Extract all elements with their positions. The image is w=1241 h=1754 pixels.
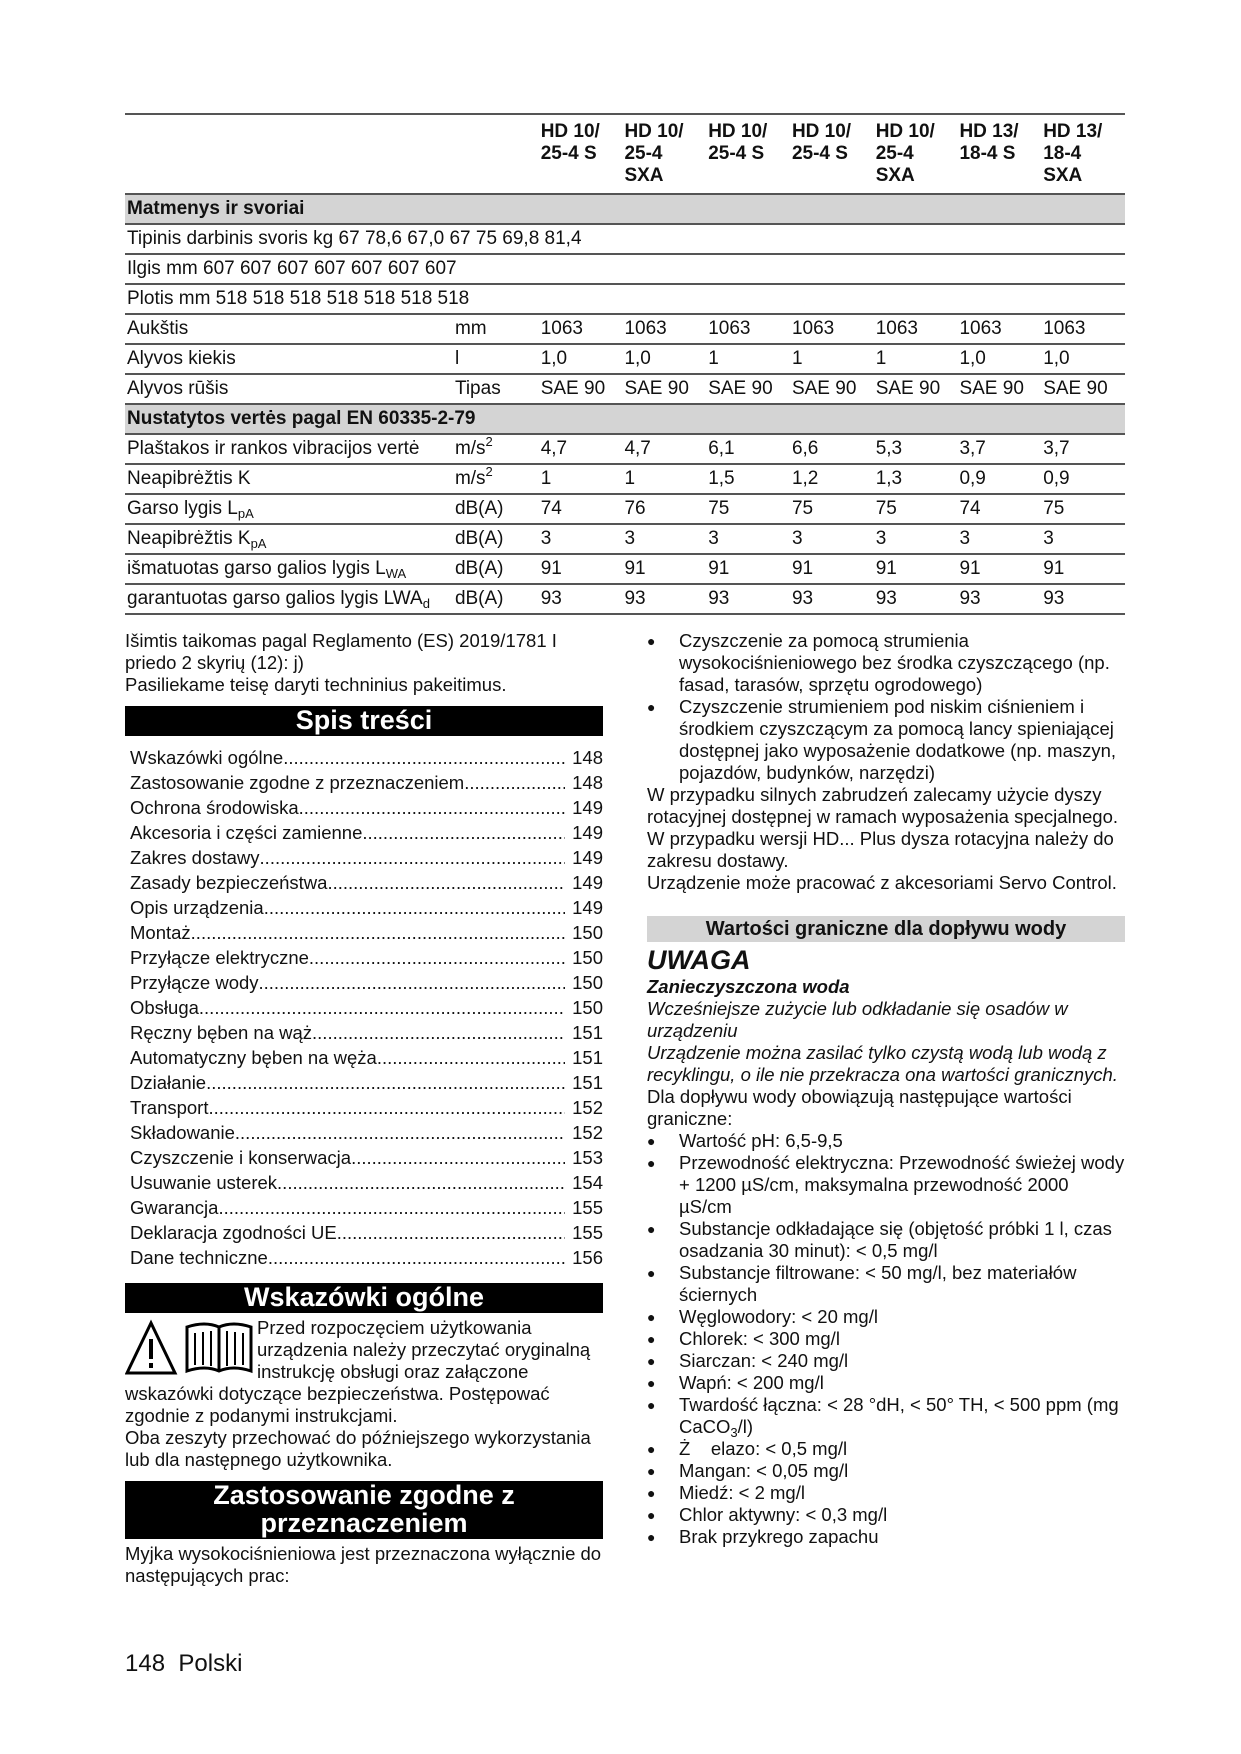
toc-entry-page: 149 [572,872,603,893]
table-cell: 93 [622,584,706,614]
toc-leader [283,745,565,770]
table-cell: 1 [622,464,706,494]
table-cell: 1,2 [790,464,874,494]
toc-entry-page: 148 [572,747,603,768]
toc-entry[interactable] [130,845,603,870]
toc-entry-label: Czyszczenie i konserwacja [130,1147,352,1168]
table-cell: SAE 90 [790,374,874,404]
table-cell: 93 [706,584,790,614]
list-item: ● Substancje odkładające się (objętość próbki 1 l, czas osadzania 30 minut): < 0,5 mg/l [647,1218,1125,1262]
toc-entry-label: Obsługa [130,997,199,1018]
table-cell: 3 [790,524,874,554]
toc-entry-page: 151 [572,1022,603,1043]
table-cell: 91 [957,554,1041,584]
toc-entry-page: 151 [572,1072,603,1093]
warning-text: Wcześniejsze zużycie lub odkładanie się osadów w urządzeniu [647,998,1068,1041]
table-cell: 91 [539,554,623,584]
list-item: ● Chlor aktywny: < 0,3 mg/l [647,1504,1125,1526]
toc-entry-label: Deklaracja zgodności UE [130,1222,337,1243]
table-cell: 1063 [874,314,958,344]
warning-heading: Zanieczyszczona woda [647,976,850,997]
toc-entry-label: Ręczny bęben na wąż [130,1022,313,1043]
limits-intro: Dla dopływu wody obowiązują następujące wartości graniczne: [647,1086,1072,1129]
table-cell: 3 [957,524,1041,554]
toc-leader [218,1195,565,1220]
toc-entry[interactable] [130,1195,603,1220]
toc-leader [351,1145,565,1170]
table-row: Garso lygis $L_{pA}$ dB(A) 74 76 75 75 75 74 75 [125,494,1125,524]
table-row: Neapibrėžtis K $m/s^2$ 1 1 1,5 1,2 1,3 0,9 0,9 [125,464,1125,494]
toc-entry-label: Składowanie [130,1122,235,1143]
table-cell: SAE 90 [539,374,623,404]
table-cell: 1063 [1041,314,1125,344]
toc-entry[interactable] [130,820,603,845]
table-cell: 75 [790,494,874,524]
toc-leader [191,920,565,945]
intended-use-text: Myjka wysokociśnieniowa jest przeznaczona wyłącznie do następujących prac: [125,1543,602,1586]
table-cell: 3 [1041,524,1125,554]
toc-entry-page: 150 [572,997,603,1018]
toc-entry[interactable] [130,770,603,795]
table-cell: 1063 [539,314,623,344]
table-cell: SAE 90 [1041,374,1125,404]
toc-leader [199,995,565,1020]
page-footer: 148 Polski [125,1650,243,1677]
toc-entry-label: Wskazówki ogólne [130,747,284,768]
general-block [125,1317,603,1471]
toc-leader [260,845,565,870]
limits-title: Wartości graniczne dla dopływu wody [647,916,1125,942]
exception-note: Išimtis taikomas pagal Reglamento (ES) 2019/1781 I priedo 2 skyrių (12): j) [125,630,557,673]
table-cell: 75 [1041,494,1125,524]
table-cell: 93 [790,584,874,614]
table-cell: 0,9 [957,464,1041,494]
list-item: ● Czyszczenie strumieniem pod niskim ciśnieniem i środkiem czyszczącym za pomocą lancy spieniającej dostępnej jako wyposażenie dodatkowe (np. maszyn, pojazdów, budynków, narzędzi) [647,696,1125,784]
table-cell: 1 [539,464,623,494]
warning-book-icons [125,1317,257,1383]
table-cell: 1063 [790,314,874,344]
model-header: HD 13/ 18-4 SXA [1041,114,1125,194]
list-item: ● Czyszczenie za pomocą strumienia wysokociśnieniowego bez środka czyszczącego (np. fasad, tarasów, sprzętu ogrodowego) [647,630,1125,696]
list-item: ● Miedź: < 2 mg/l [647,1482,1125,1504]
toc-entry[interactable] [130,1070,603,1095]
toc-entry-page: 152 [572,1097,603,1118]
table-cell: 3 [706,524,790,554]
warning-text: Urządzenie można zasilać tylko czystą wodą lub wodą z recyklingu, o ile nie przekracza ona wartości granicznych. [647,1042,1118,1085]
toc-entry-page: 150 [572,922,603,943]
list-item: ● Chlorek: < 300 mg/l [647,1328,1125,1350]
toc-entry-page: 149 [572,822,603,843]
toc-entry-label: Zakres dostawy [130,847,260,868]
table-cell: 1 [790,344,874,374]
list-item: ● Mangan: < 0,05 mg/l [647,1460,1125,1482]
table-row: išmatuotas garso galios lygis $L_{WA}$ dB(A) 91 91 91 91 91 91 91 [125,554,1125,584]
toc-entry[interactable] [130,745,603,770]
table-cell: 1063 [706,314,790,344]
table-header-row [125,114,1125,194]
toc-entry-label: Przyłącze wody [130,972,259,993]
table-cell: 75 [874,494,958,524]
model-header: HD 10/ 25-4 S [790,114,874,194]
paragraph: Urządzenie może pracować z akcesoriami Servo Control. [647,872,1117,893]
list-item: ● Siarczan: < 240 mg/l [647,1350,1125,1372]
table-row: garantuotas garso galios lygis $LWA_d$ dB(A) 93 93 93 93 93 93 93 [125,584,1125,614]
table-row: Tipinis darbinis svoris kg 67 78,6 67,0 67 75 69,8 81,4 [125,224,1125,254]
toc-entry[interactable] [130,1095,603,1120]
intended-use-title: Zastosowanie zgodne z przeznaczeniem [125,1481,603,1539]
table-cell: 1 [706,344,790,374]
list-item: ● Węglowodory: < 20 mg/l [647,1306,1125,1328]
table-cell: 91 [874,554,958,584]
table-cell: 1,0 [622,344,706,374]
table-cell: SAE 90 [622,374,706,404]
toc-entry-page: 148 [572,772,603,793]
table-cell: 5,3 [874,434,958,464]
list-item: ● Wartość pH: 6,5-9,5 [647,1130,1125,1152]
toc-entry-page: 150 [572,972,603,993]
rights-note: Pasiliekame teisę daryti techninius pakeitimus. [125,674,507,695]
table-cell: 93 [1041,584,1125,614]
table-row: Plaštakos ir rankos vibracijos vertė $m/s^2$ 4,7 4,7 6,1 6,6 5,3 3,7 3,7 [125,434,1125,464]
toc-entry[interactable] [130,945,603,970]
table-cell: 1,5 [706,464,790,494]
toc-entry-label: Zastosowanie zgodne z przeznaczeniem [130,772,465,793]
toc-entry-page: 155 [572,1222,603,1243]
paragraph: W przypadku wersji HD... Plus dysza rotacyjna należy do zakresu dostawy. [647,828,1114,871]
table-cell: 3 [539,524,623,554]
toc-entry[interactable] [130,895,603,920]
toc-entry[interactable] [130,870,603,895]
toc-entry-label: Przyłącze elektryczne [130,947,309,968]
list-item: ● Wapń: < 200 mg/l [647,1372,1125,1394]
toc-entry-page: 152 [572,1122,603,1143]
toc-entry-label: Opis urządzenia [130,897,264,918]
table-cell: 4,7 [539,434,623,464]
toc-entry-page: 149 [572,797,603,818]
toc-entry[interactable] [130,1170,603,1195]
table-cell: 91 [790,554,874,584]
model-header: HD 10/ 25-4 SXA [874,114,958,194]
toc-entry-label: Gwarancja [130,1197,219,1218]
toc-leader [277,1170,565,1195]
toc-entry-label: Zasady bezpieczeństwa [130,872,328,893]
toc-entry-label: Usuwanie usterek [130,1172,278,1193]
table-cell: 6,6 [790,434,874,464]
toc-entry[interactable] [130,1145,603,1170]
manual-book-icon [187,1324,251,1371]
model-header: HD 10/ 25-4 S [539,114,623,194]
table-cell: SAE 90 [957,374,1041,404]
table-row: Plotis mm 518 518 518 518 518 518 518 [125,284,1125,314]
table-cell: 74 [539,494,623,524]
toc-leader [206,1070,565,1095]
toc-entry-label: Automatyczny bęben na węża [130,1047,377,1068]
table-cell: 75 [706,494,790,524]
toc-leader [464,770,565,795]
toc-entry[interactable] [130,1020,603,1045]
toc-entry-label: Transport [130,1097,209,1118]
toc-leader [312,1020,565,1045]
toc-leader [235,1120,565,1145]
toc-entry[interactable] [130,970,603,995]
table-cell: 3,7 [1041,434,1125,464]
toc-leader [309,945,565,970]
toc-leader [208,1095,565,1120]
section-row: Matmenys ir svoriai [125,194,1125,224]
toc-entry-page: 154 [572,1172,603,1193]
toc-entry[interactable] [130,1245,603,1270]
table-cell: SAE 90 [706,374,790,404]
model-header: HD 10/ 25-4 SXA [622,114,706,194]
model-header: HD 13/ 18-4 S [957,114,1041,194]
table-cell: 91 [706,554,790,584]
table-cell: SAE 90 [874,374,958,404]
toc-entry-label: Dane techniczne [130,1247,268,1268]
toc-entry-page: 156 [572,1247,603,1268]
list-item: ● Ż elazo: < 0,5 mg/l [647,1438,1125,1460]
toc-list [125,745,603,1270]
table-cell: 1,0 [1041,344,1125,374]
toc-entry[interactable] [130,1120,603,1145]
toc-leader [362,820,565,845]
toc-leader [259,970,565,995]
right-column [647,630,1125,1548]
table-cell: 93 [957,584,1041,614]
table-row: Alyvos rūšis Tipas SAE 90 SAE 90 SAE 90 SAE 90 SAE 90 SAE 90 SAE 90 [125,374,1125,404]
toc-leader [327,870,565,895]
toc-leader [377,1045,565,1070]
list-item: ● Substancje filtrowane: < 50 mg/l, bez materiałów ściernych [647,1262,1125,1306]
table-cell: 74 [957,494,1041,524]
model-header: HD 10/ 25-4 S [706,114,790,194]
table-cell: 1 [874,344,958,374]
toc-entry-page: 150 [572,947,603,968]
table-cell: 1063 [957,314,1041,344]
toc-entry[interactable] [130,1220,603,1245]
table-cell: 93 [874,584,958,614]
table-cell: 1,3 [874,464,958,494]
general-title: Wskazówki ogólne [125,1283,603,1313]
table-cell: 3,7 [957,434,1041,464]
use-list [647,630,1125,784]
table-row: Alyvos kiekis l 1,0 1,0 1 1 1 1,0 1,0 [125,344,1125,374]
table-cell: 76 [622,494,706,524]
toc-entry-label: Działanie [130,1072,207,1093]
toc-entry-label: Akcesoria i części zamienne [130,822,363,843]
list-item: ● Twardość łączna: < 28 °dH, < 50° TH, < 500 ppm (mg CaCO$_3$/l) [647,1394,1125,1438]
toc-entry[interactable] [130,795,603,820]
table-row: Neapibrėžtis $K_{pA}$ dB(A) 3 3 3 3 3 3 3 [125,524,1125,554]
toc-entry-label: Montaż [130,922,191,943]
table-cell: 1063 [622,314,706,344]
table-cell: 1,0 [539,344,623,374]
toc-leader [268,1245,565,1270]
table-cell: 4,7 [622,434,706,464]
list-item: ● Przewodność elektryczna: Przewodność świeżej wody + 1200 µS/cm, maksymalna przewodność 2000 µS/cm [647,1152,1125,1218]
paragraph: W przypadku silnych zabrudzeń zalecamy użycie dyszy rotacyjnej dostępnej w ramach wyposażenia specjalnego. [647,784,1118,827]
table-cell: 3 [874,524,958,554]
toc-entry[interactable] [130,995,603,1020]
toc-leader [337,1220,565,1245]
toc-leader [299,795,565,820]
warning-triangle-icon [125,1317,257,1379]
toc-entry-page: 149 [572,847,603,868]
table-row: Ilgis mm 607 607 607 607 607 607 607 [125,254,1125,284]
warning-label: UWAGA [647,945,751,975]
table-cell: 3 [622,524,706,554]
general-text-2: Oba zeszyty przechować do późniejszego wykorzystania lub dla następnego użytkownika. [125,1427,591,1470]
general-text: Przed rozpoczęciem użytkowania urządzenia należy przeczytać oryginalną instrukcję obsługi oraz załączone wskazówki dotyczące bezpieczeństwa. Postępować zgodnie z podanymi instrukcjami. [125,1317,591,1426]
section-row: Nustatytos vertės pagal EN 60335-2-79 [125,404,1125,434]
table-cell: 0,9 [1041,464,1125,494]
toc-entry[interactable] [130,920,603,945]
table-cell: 91 [622,554,706,584]
spec-table [125,113,1125,615]
table-cell: 6,1 [706,434,790,464]
toc-entry-page: 149 [572,897,603,918]
toc-entry-page: 153 [572,1147,603,1168]
toc-leader [264,895,565,920]
limits-list [647,1130,1125,1548]
toc-entry-label: Ochrona środowiska [130,797,299,818]
toc-title: Spis treści [125,706,603,736]
list-item: ● Brak przykrego zapachu [647,1526,1125,1548]
toc-entry[interactable] [130,1045,603,1070]
left-column [125,630,603,1587]
table-row: Aukštis mm 1063 1063 1063 1063 1063 1063 1063 [125,314,1125,344]
table-cell: 1,0 [957,344,1041,374]
toc-entry-page: 155 [572,1197,603,1218]
table-cell: 91 [1041,554,1125,584]
toc-entry-page: 151 [572,1047,603,1068]
table-cell: 93 [539,584,623,614]
